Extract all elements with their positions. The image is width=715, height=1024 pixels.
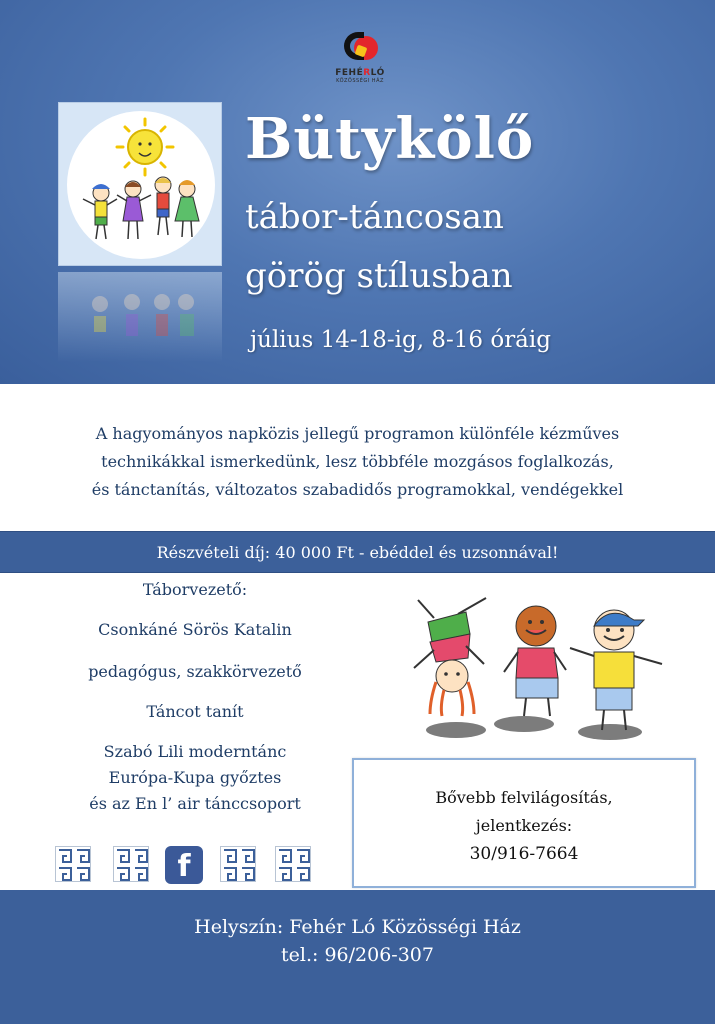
camp-dates: július 14-18-ig, 8-16 óráig bbox=[250, 327, 551, 353]
sun-kids-drawing-icon bbox=[59, 103, 223, 267]
fee-band bbox=[0, 531, 715, 573]
icon-row bbox=[55, 846, 315, 886]
facebook-glyph: f bbox=[177, 849, 191, 884]
leader-name: Csonkáné Sörös Katalin bbox=[98, 620, 292, 639]
teacher-line-2: Európa-Kupa győztes bbox=[108, 768, 282, 787]
subtitle-line-1: tábor-táncosan bbox=[245, 197, 504, 237]
playing-kids-illustration bbox=[400, 590, 680, 750]
header-band bbox=[0, 0, 715, 384]
leader-label: Táborvezető: bbox=[142, 580, 248, 599]
logo-name: FEHÉRLÓ bbox=[335, 68, 385, 78]
teacher-line-1: Szabó Lili moderntánc bbox=[103, 742, 287, 761]
info-line-1: Bővebb felvilágosítás, bbox=[435, 788, 613, 807]
feher-lo-logo bbox=[330, 32, 390, 92]
greek-key-icon bbox=[220, 846, 256, 882]
venue-address: Helyszín: Fehér Ló Közösségi Ház bbox=[194, 916, 521, 938]
contact-box bbox=[352, 758, 696, 888]
logo-subtitle: KÖZÖSSÉGI HÁZ bbox=[336, 78, 384, 84]
page-title: Bütykölő bbox=[245, 106, 535, 172]
intro-line-1: A hagyományos napközis jellegű programon különféle kézműves bbox=[95, 424, 620, 443]
greek-key-icon bbox=[275, 846, 311, 882]
teacher-label: Táncot tanít bbox=[146, 702, 244, 721]
intro-line-2: technikákkal ismerkedünk, lesz többféle mozgásos foglalkozás, bbox=[101, 452, 614, 471]
greek-key-icon bbox=[113, 846, 149, 882]
info-line-2: jelentkezés: bbox=[475, 816, 573, 835]
facebook-icon[interactable] bbox=[165, 846, 203, 884]
teacher-line-3: és az En l’ air tánccsoport bbox=[89, 794, 301, 813]
greek-key-icon bbox=[55, 846, 91, 882]
reflection-icon bbox=[58, 272, 222, 362]
intro-line-3: és tánctanítás, változatos szabadidős programokkal, vendégekkel bbox=[91, 480, 624, 499]
info-phone[interactable]: 30/916-7664 bbox=[469, 844, 579, 864]
feher-lo-logo-icon bbox=[340, 32, 380, 66]
leader-role: pedagógus, szakkörvezető bbox=[88, 662, 302, 681]
intro-text bbox=[20, 420, 695, 504]
venue-phone[interactable]: tel.: 96/206-307 bbox=[281, 944, 434, 966]
illustration-reflection bbox=[58, 272, 222, 362]
fee-text: Részvételi díj: 40 000 Ft - ebéddel és uzsonnával! bbox=[156, 543, 559, 562]
footer-band bbox=[0, 890, 715, 1024]
kids-sun-illustration bbox=[58, 102, 222, 266]
subtitle-line-2: görög stílusban bbox=[245, 256, 513, 296]
